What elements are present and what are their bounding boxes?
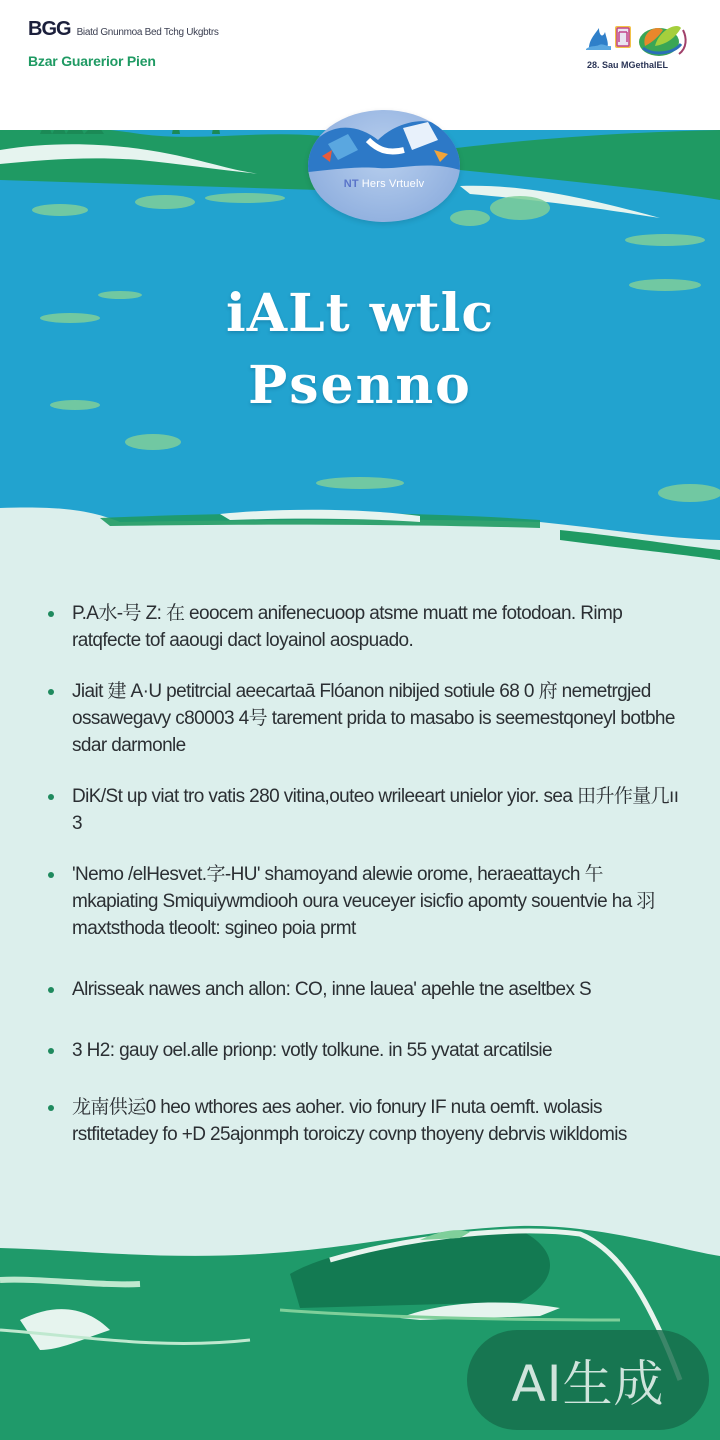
- hero-title: [0, 282, 720, 418]
- bullet-dot-icon: [48, 872, 54, 878]
- bullet-text: Alrisseak nawes anch allon: CO, inne lauea' apehle tne aseltbex S: [72, 979, 592, 1000]
- bullet-item: [48, 1037, 680, 1064]
- bullet-item: [48, 861, 680, 942]
- brand-org-name: Biatd Gnunmoa Bed Tchg Ukgbtrs: [76, 27, 219, 38]
- content-section: [0, 600, 720, 1176]
- bullet-item: [48, 678, 680, 759]
- hero-badge-label: Hers Vrtuelv: [361, 178, 425, 190]
- bullet-text: 3 H2: gauy oel.alle prionp: votly tolkune. in 55 yvatat arcatilsie: [72, 1040, 553, 1061]
- bullet-dot-icon: [48, 1048, 54, 1054]
- bullet-text: DiK/St up viat tro vatis 280 vitina,outeo wrileeart unielor yior. sea 田升作量几ıı 3: [72, 786, 679, 834]
- bullet-list: [0, 600, 720, 1148]
- partner-logo-caption: 28. Sau MGethalEL: [587, 60, 669, 70]
- bullet-dot-icon: [48, 987, 54, 993]
- fish-wave-emblem-icon: [308, 110, 460, 222]
- bullet-dot-icon: [48, 611, 54, 617]
- bullet-text: Jiait 建 A·U petitrcial aeecartaā Flóanon nibijed sotiule 68 0 府 nemetrgjed ossawegavy c80003 4号 tarement prida to masabo is seemestqoneyl botbhe sdar darmonle: [72, 681, 675, 756]
- brand: [28, 18, 219, 69]
- ai-generated-watermark: AI生成: [467, 1330, 709, 1430]
- brand-logo-mark: BGG: [28, 18, 71, 40]
- leaf-globe-icon: [639, 26, 686, 56]
- hero-badge-text: [308, 178, 460, 190]
- bullet-text: 龙南供运0 heo wthores aes aoher. vio fonury IF nuta oemft. wolasis rstfitetadey fo +D 25ajonmph toroiczy covnp thoyeny debrvis wikldomis: [72, 1097, 627, 1145]
- water-wave-icon: [586, 28, 611, 50]
- bullet-text: P.A水-号 Z: 在 eoocem anifenecuoop atsme muatt me fotodoan. Rimp ratqfecte tof aaougi dact loyainol aospuado.: [72, 603, 623, 651]
- bullet-dot-icon: [48, 794, 54, 800]
- partner-logo: [583, 18, 698, 74]
- brand-subtitle: Bzar Guarerior Pien: [28, 53, 156, 69]
- bullet-item: [48, 976, 680, 1003]
- bullet-item: [48, 1094, 680, 1148]
- bullet-dot-icon: [48, 689, 54, 695]
- hero-title-line-1: iALt wtlc: [226, 283, 494, 344]
- bullet-item: [48, 600, 680, 654]
- hero-badge-mark: NT: [343, 178, 359, 190]
- hero-badge-logo: [308, 110, 460, 222]
- bullet-text: 'Nemo /elHesvet.字-HU' shamoyand alewie orome, heraeattaych 午 mkapiating Smiquiywmdiooh oura veuceyer isicfio apomty souentvie ha 羽 maxtsthoda tleoolt: sgineo poia prmt: [72, 864, 655, 939]
- frame-icon: [615, 26, 631, 48]
- bullet-item: [48, 783, 680, 837]
- bullet-dot-icon: [48, 1105, 54, 1111]
- hero-title-line-2: Psenno: [248, 355, 472, 416]
